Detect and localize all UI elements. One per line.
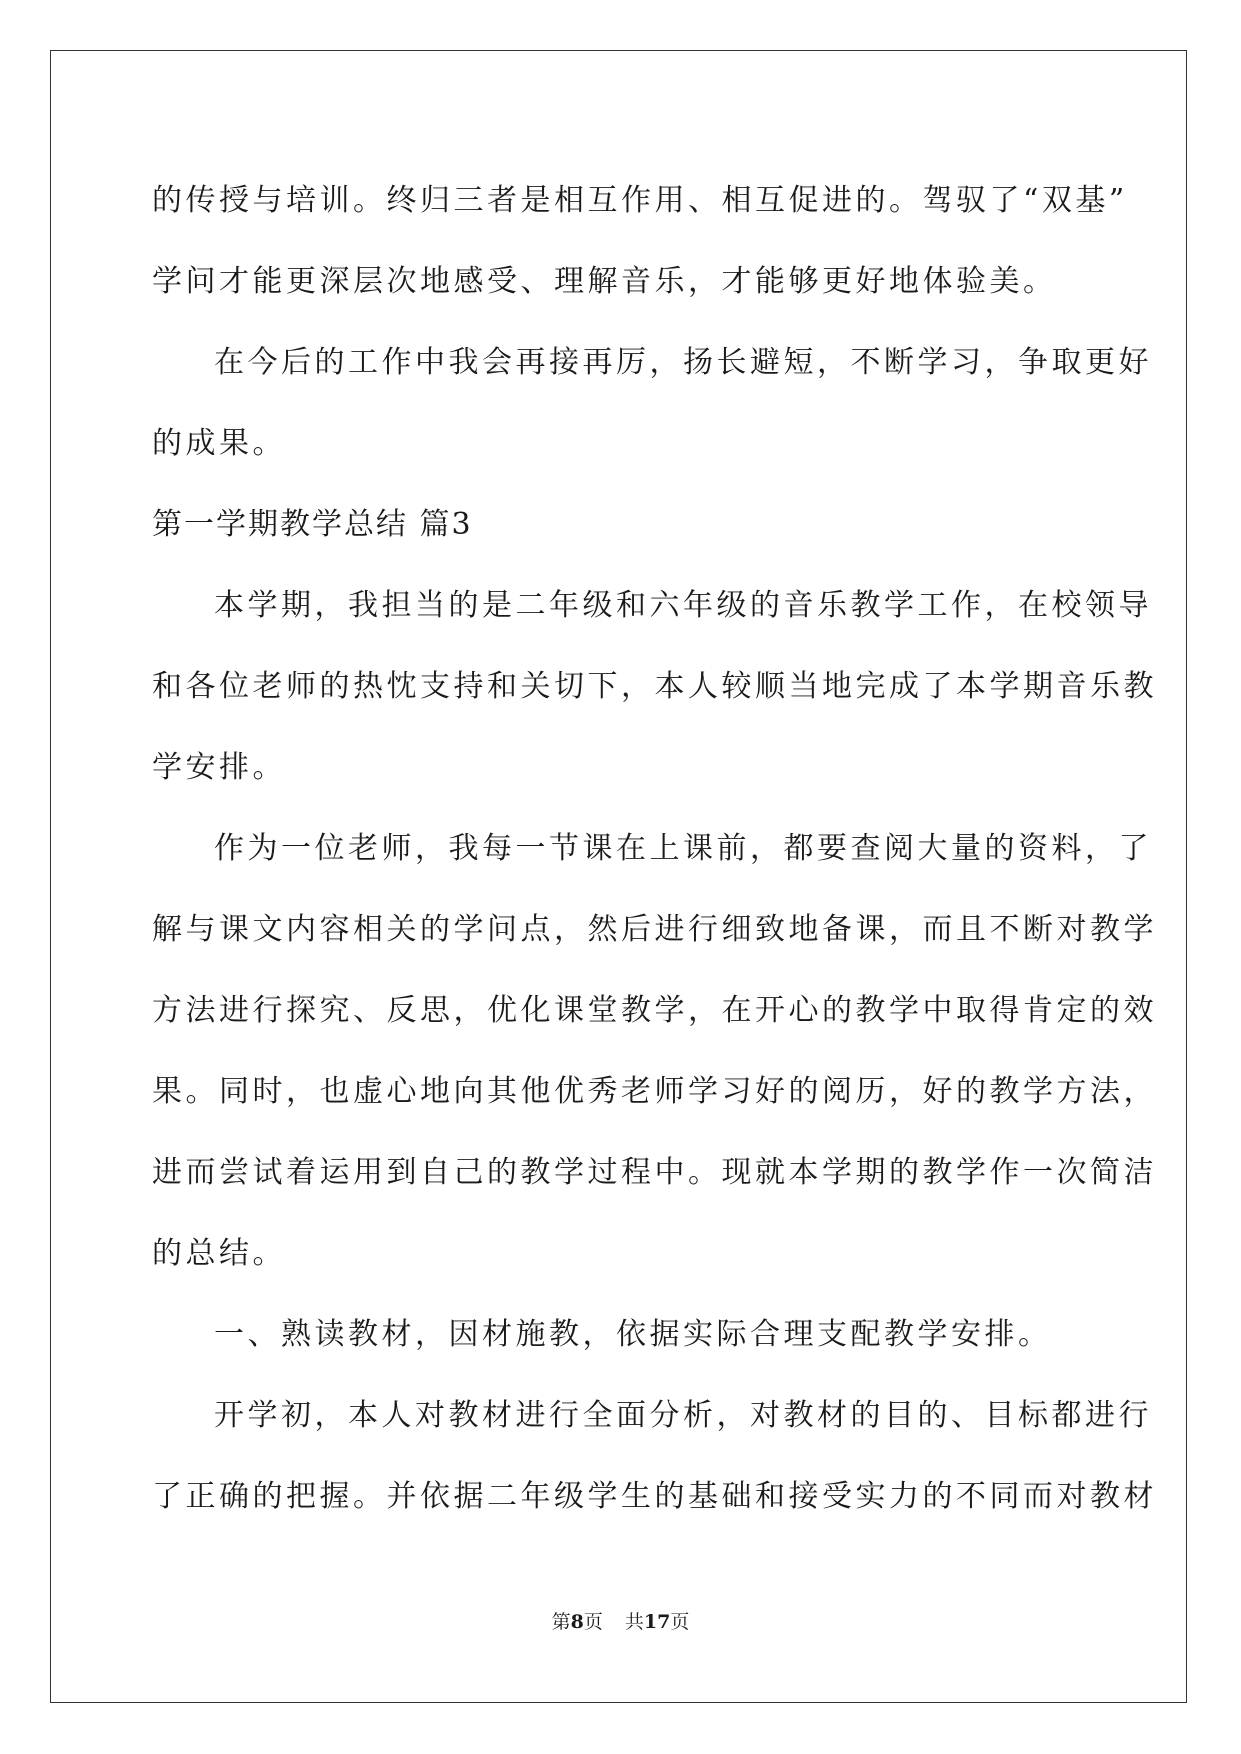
page-prefix: 第 xyxy=(551,1611,571,1633)
paragraph-line: 本学期，我担当的是二年级和六年级的音乐教学工作，在校领导 xyxy=(214,588,1152,623)
page-number: 8 xyxy=(570,1611,584,1633)
section-heading: 第一学期教学总结 篇3 xyxy=(152,507,473,542)
paragraph-line: 方法进行探究、反思，优化课堂教学，在开心的教学中取得肯定的效 xyxy=(152,993,1157,1028)
paragraph-line: 一、熟读教材，因材施教，依据实际合理支配教学安排。 xyxy=(214,1317,1052,1352)
paragraph-line: 了正确的把握。并依据二年级学生的基础和接受实力的不同而对教材 xyxy=(152,1479,1157,1514)
paragraph-line: 解与课文内容相关的学问点，然后进行细致地备课，而且不断对教学 xyxy=(152,912,1157,947)
paragraph-line: 和各位老师的热忱支持和关切下，本人较顺当地完成了本学期音乐教 xyxy=(152,669,1157,704)
paragraph-line: 进而尝试着运用到自己的教学过程中。现就本学期的教学作一次简洁 xyxy=(152,1155,1157,1190)
paragraph-line: 在今后的工作中我会再接再厉，扬长避短，不断学习，争取更好 xyxy=(214,345,1152,380)
paragraph-line: 开学初，本人对教材进行全面分析，对教材的目的、目标都进行 xyxy=(214,1398,1152,1433)
paragraph-line: 的传授与培训。终归三者是相互作用、相互促进的。驾驭了“双基” xyxy=(152,183,1128,218)
total-pages: 17 xyxy=(643,1611,671,1633)
page-suffix: 页 xyxy=(583,1611,603,1633)
total-prefix: 共 xyxy=(624,1611,644,1633)
document-body xyxy=(152,160,1157,1537)
paragraph-line: 学安排。 xyxy=(152,750,286,785)
paragraph-line: 的总结。 xyxy=(152,1236,286,1271)
paragraph-line: 的成果。 xyxy=(152,426,286,461)
page-footer xyxy=(0,1607,1241,1634)
paragraph-line: 果。同时，也虚心地向其他优秀老师学习好的阅历，好的教学方法， xyxy=(152,1074,1157,1109)
paragraph-line: 学问才能更深层次地感受、理解音乐，才能够更好地体验美。 xyxy=(152,264,1057,299)
paragraph-line: 作为一位老师，我每一节课在上课前，都要查阅大量的资料，了 xyxy=(214,831,1152,866)
total-suffix: 页 xyxy=(670,1611,690,1633)
